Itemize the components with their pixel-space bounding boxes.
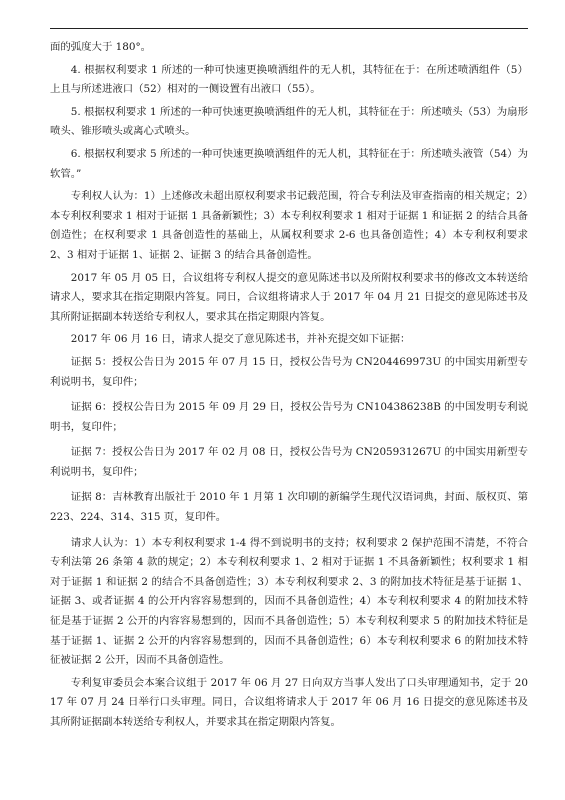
paragraph-patentee-opinion: 专利权人认为：1）上述修改未超出原权利要求书记载范围，符合专利法及审查指南的相关规定；2）本专利权利要求 1 相对于证据 1 具备新颖性；3）本专利权利要求 1 相对于证据 1 和证据 2 的结合具备创造性；在权利要求 1 具备创造性的基础上，从属权利要求 2-6 也具备创造性；4）本专利权利要求 2、3 相对于证据 1、证据 2、证据 3 的结合具备创造性。 (50, 190, 528, 261)
paragraph-claim-3-tail: 面的弧度大于 180°。 (50, 41, 152, 53)
paragraph-requester-opinion: 请求人认为：1）本专利权利要求 1-4 得不到说明书的支持；权利要求 2 保护范围不清楚，不符合专利法第 26 条第 4 款的规定；2）本专利权利要求 1、2 相对于证据 1 不具备新颖性；权利要求 1 相对于证据 1 和证据 2 的结合不具备创造性；3）本专利权利要求 2、3 的附加技术特征是基于证据 1、证据 3、或者证据 4 的公开内容容易想到的，因而不具备创造性；4）本专利权利要求 4 的附加技术特征是基于证据 2 公开的内容容易想到的，因而不具备创造性；5）本专利权利要求 5 的附加技术特征是基于证据 1、证据 2 公开的内容容易想到的，因而不具备创造性；6）本专利权利要求 6 的附加技术特征被证据 2 公开，因而不具备创造性。 (50, 536, 528, 667)
paragraph-claim-5: 5. 根据权利要求 1 所述的一种可快速更换喷洒组件的无人机，其特征在于：所述喷头（53）为扇形喷头、锥形喷头或离心式喷头。 (50, 105, 528, 138)
paragraph-claim-6: 6. 根据权利要求 5 所述的一种可快速更换喷洒组件的无人机，其特征在于：所述喷头液管（54）为软管。” (50, 147, 528, 180)
document-body (50, 38, 528, 736)
paragraph-claim-4: 4. 根据权利要求 1 所述的一种可快速更换喷洒组件的无人机，其特征在于：在所述喷洒组件（5）上且与所述进液口（52）相对的一侧设置有出液口（55）。 (50, 63, 528, 96)
paragraph-2017-06-16: 2017 年 06 月 16 日，请求人提交了意见陈述书，并补充提交如下证据： (70, 333, 411, 346)
header-rule (50, 28, 528, 29)
paragraph-evidence-8: 证据 8：吉林教育出版社于 2010 年 1 月第 1 次印刷的新编学生现代汉语词典，封面、版权页、第 223、224、314、315 页，复印件。 (50, 491, 528, 524)
paragraph-2017-05-05: 2017 年 05 月 05 日，合议组将专利权人提交的意见陈述书以及所附权利要求书的修改文本转送给请求人，要求其在指定期限内答复。同日，合议组将请求人于 2017 年 04 月 21 日提交的意见陈述书及其所附证据副本转送给专利权人，要求其在指定期限内答复。 (50, 271, 528, 323)
paragraph-evidence-6: 证据 6：授权公告日为 2015 年 09 月 29 日，授权公告号为 CN104386238B 的中国发明专利说明书，复印件； (50, 401, 528, 433)
paragraph-oral-hearing-notice: 专利复审委员会本案合议组于 2017 年 06 月 27 日向双方当事人发出了口头审理通知书，定于 2017 年 07 月 24 日举行口头审理。同日，合议组将请求人于 2017 年 06 月 16 日提交的意见陈述书及其所附证据副本转送给专利权人，并要求其在指定期限内答复。 (50, 676, 528, 728)
paragraph-evidence-5: 证据 5：授权公告日为 2015 年 07 月 15 日，授权公告号为 CN204469973U 的中国实用新型专利说明书，复印件； (50, 355, 528, 388)
paragraph-evidence-7: 证据 7：授权公告日为 2017 年 02 月 08 日，授权公告号为 CN205931267U 的中国实用新型专利说明书，复印件； (50, 446, 528, 478)
